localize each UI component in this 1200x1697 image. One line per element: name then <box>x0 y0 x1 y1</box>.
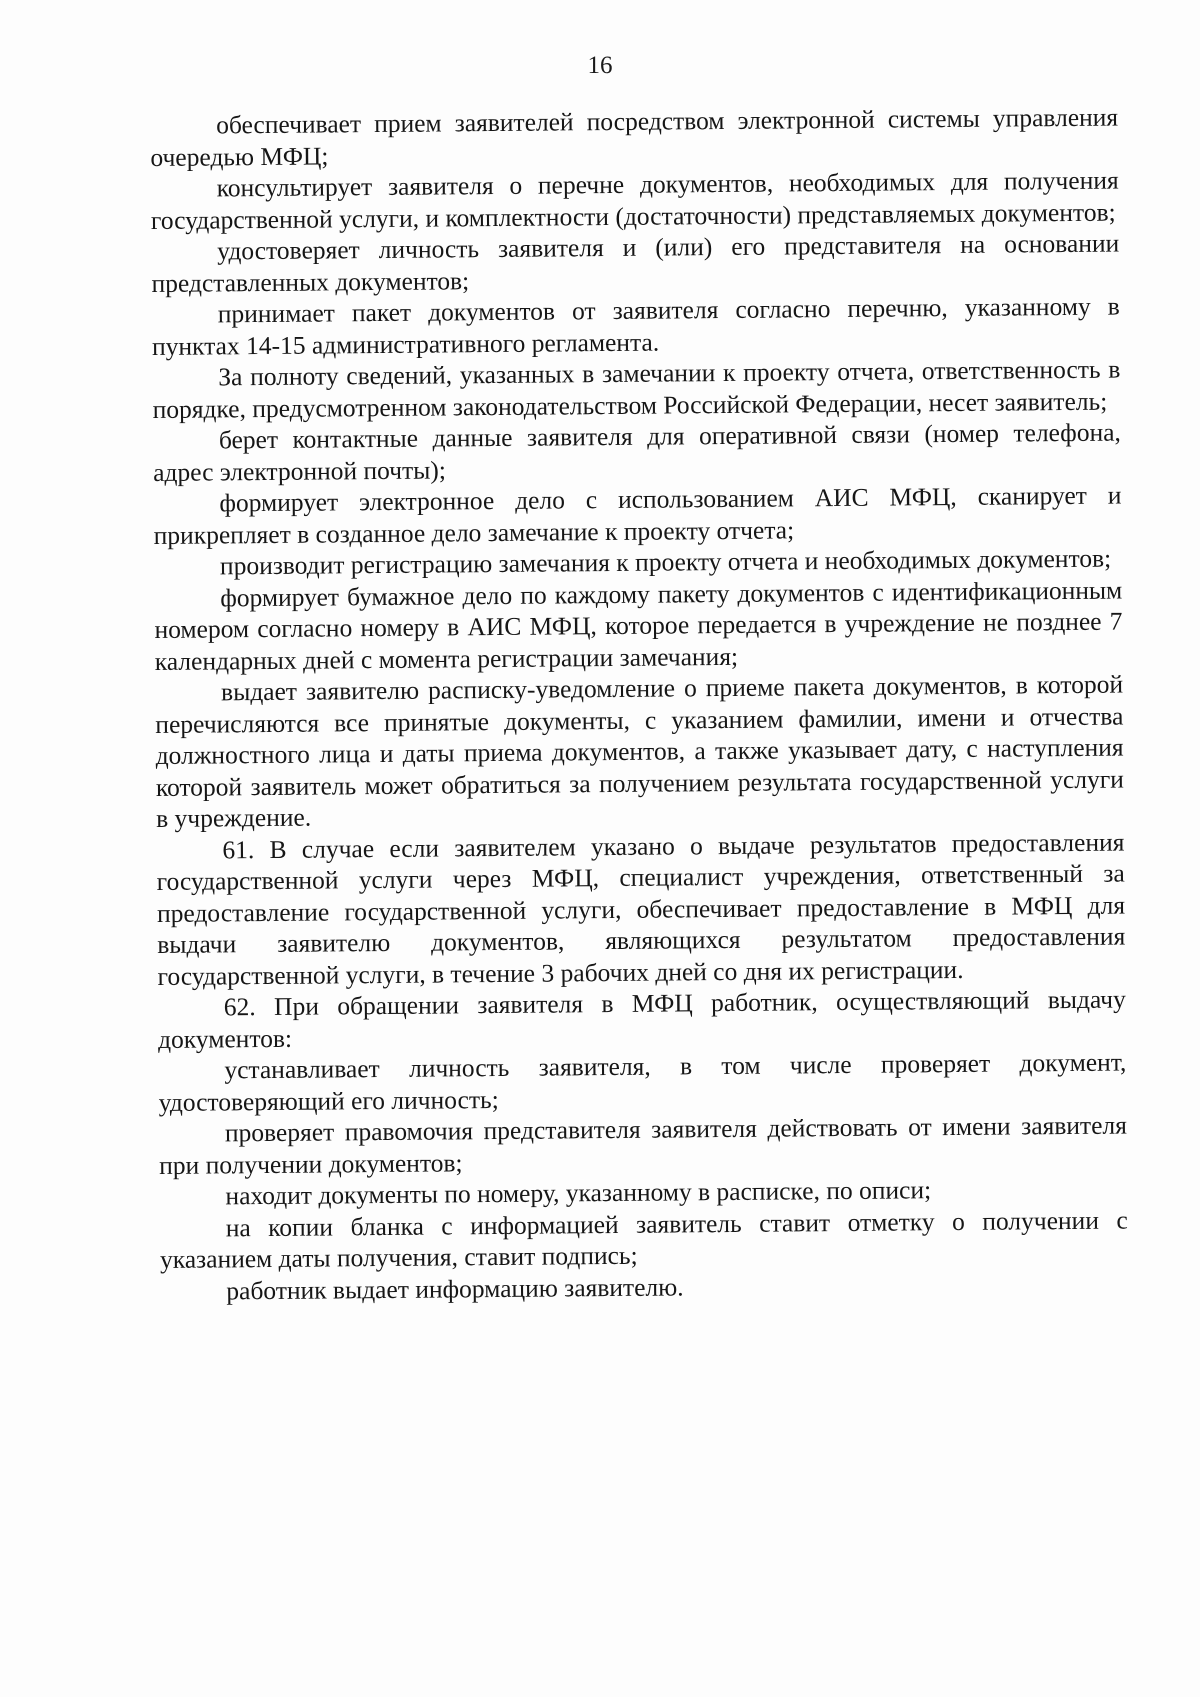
paragraph: берет контактные данные заявителя для оперативной связи (номер телефона, адрес электронной почты); <box>153 417 1121 487</box>
paragraph: работник выдает информацию заявителю. <box>226 1271 684 1305</box>
paragraph: проверяет правомочия представителя заявителя действовать от имени заявителя при получении документов; <box>159 1110 1128 1180</box>
paragraph: производит регистрацию замечания к проекту отчета и необходимых документов; <box>219 543 1112 581</box>
paragraph: на копии бланка с информацией заявитель ставит отметку о получении с указанием даты получения, ставит подпись; <box>159 1205 1128 1274</box>
paragraph: За полноту сведений, указанных в замечании к проекту отчета, ответственность в порядке, предусмотренном законодательством Российской Федерации, несет заявитель; <box>152 354 1121 424</box>
paragraph: обеспечивает прием заявителей посредством электронной системы управления очередью МФЦ; <box>150 102 1119 172</box>
paragraph: выдает заявителю расписку-уведомление о приеме пакета документов, в которой перечисляются все принятые документы, с указанием фамилии, имени и отчества должностного лица и даты приема документов, а также указывает дату, с наступления которой заявитель может обратиться за получением результата государственной услуги в учреждение. <box>155 669 1124 833</box>
paragraph: принимает пакет документов от заявителя согласно перечню, указанному в пунктах 14-15 административного регламента. <box>151 291 1120 361</box>
paragraph: консультирует заявителя о перечне документов, необходимых для получения государственной услуги, и комплектности (достаточности) представляемых документов; <box>150 165 1119 235</box>
paragraph: устанавливает личность заявителя, в том числе проверяет документ, удостоверяющий его личность; <box>158 1047 1127 1117</box>
paragraph: находит документы по номеру, указанному в расписке, по описи; <box>225 1175 932 1211</box>
paragraph: формирует бумажное дело по каждому пакету документов с идентификационным номером согласно номеру в АИС МФЦ, которое передается в учреждение не позднее 7 календарных дней с момента регистрации замечания; <box>154 575 1123 676</box>
paragraph: формирует электронное дело с использованием АИС МФЦ, сканирует и прикрепляет в созданное дело замечание к проекту отчета; <box>153 480 1122 550</box>
paragraph: удостоверяет личность заявителя и (или) его представителя на основании представленных документов; <box>151 228 1120 298</box>
page-number: 16 <box>587 52 613 79</box>
document-body <box>150 102 1128 1307</box>
paragraph-62: 62. При обращении заявителя в МФЦ работник, осуществляющий выдачу документов: <box>157 984 1126 1054</box>
paragraph-61: 61. В случае если заявителем указано о выдаче результатов предоставления государственной услуги через МФЦ, специалист учреждения, ответственный за предоставление государственной услуги, обеспечивает предоставление в МФЦ для выдачи заявителю документов, являющихся результатом предоставления государственной услуги, в течение 3 рабочих дней со дня их регистрации. <box>156 827 1126 991</box>
